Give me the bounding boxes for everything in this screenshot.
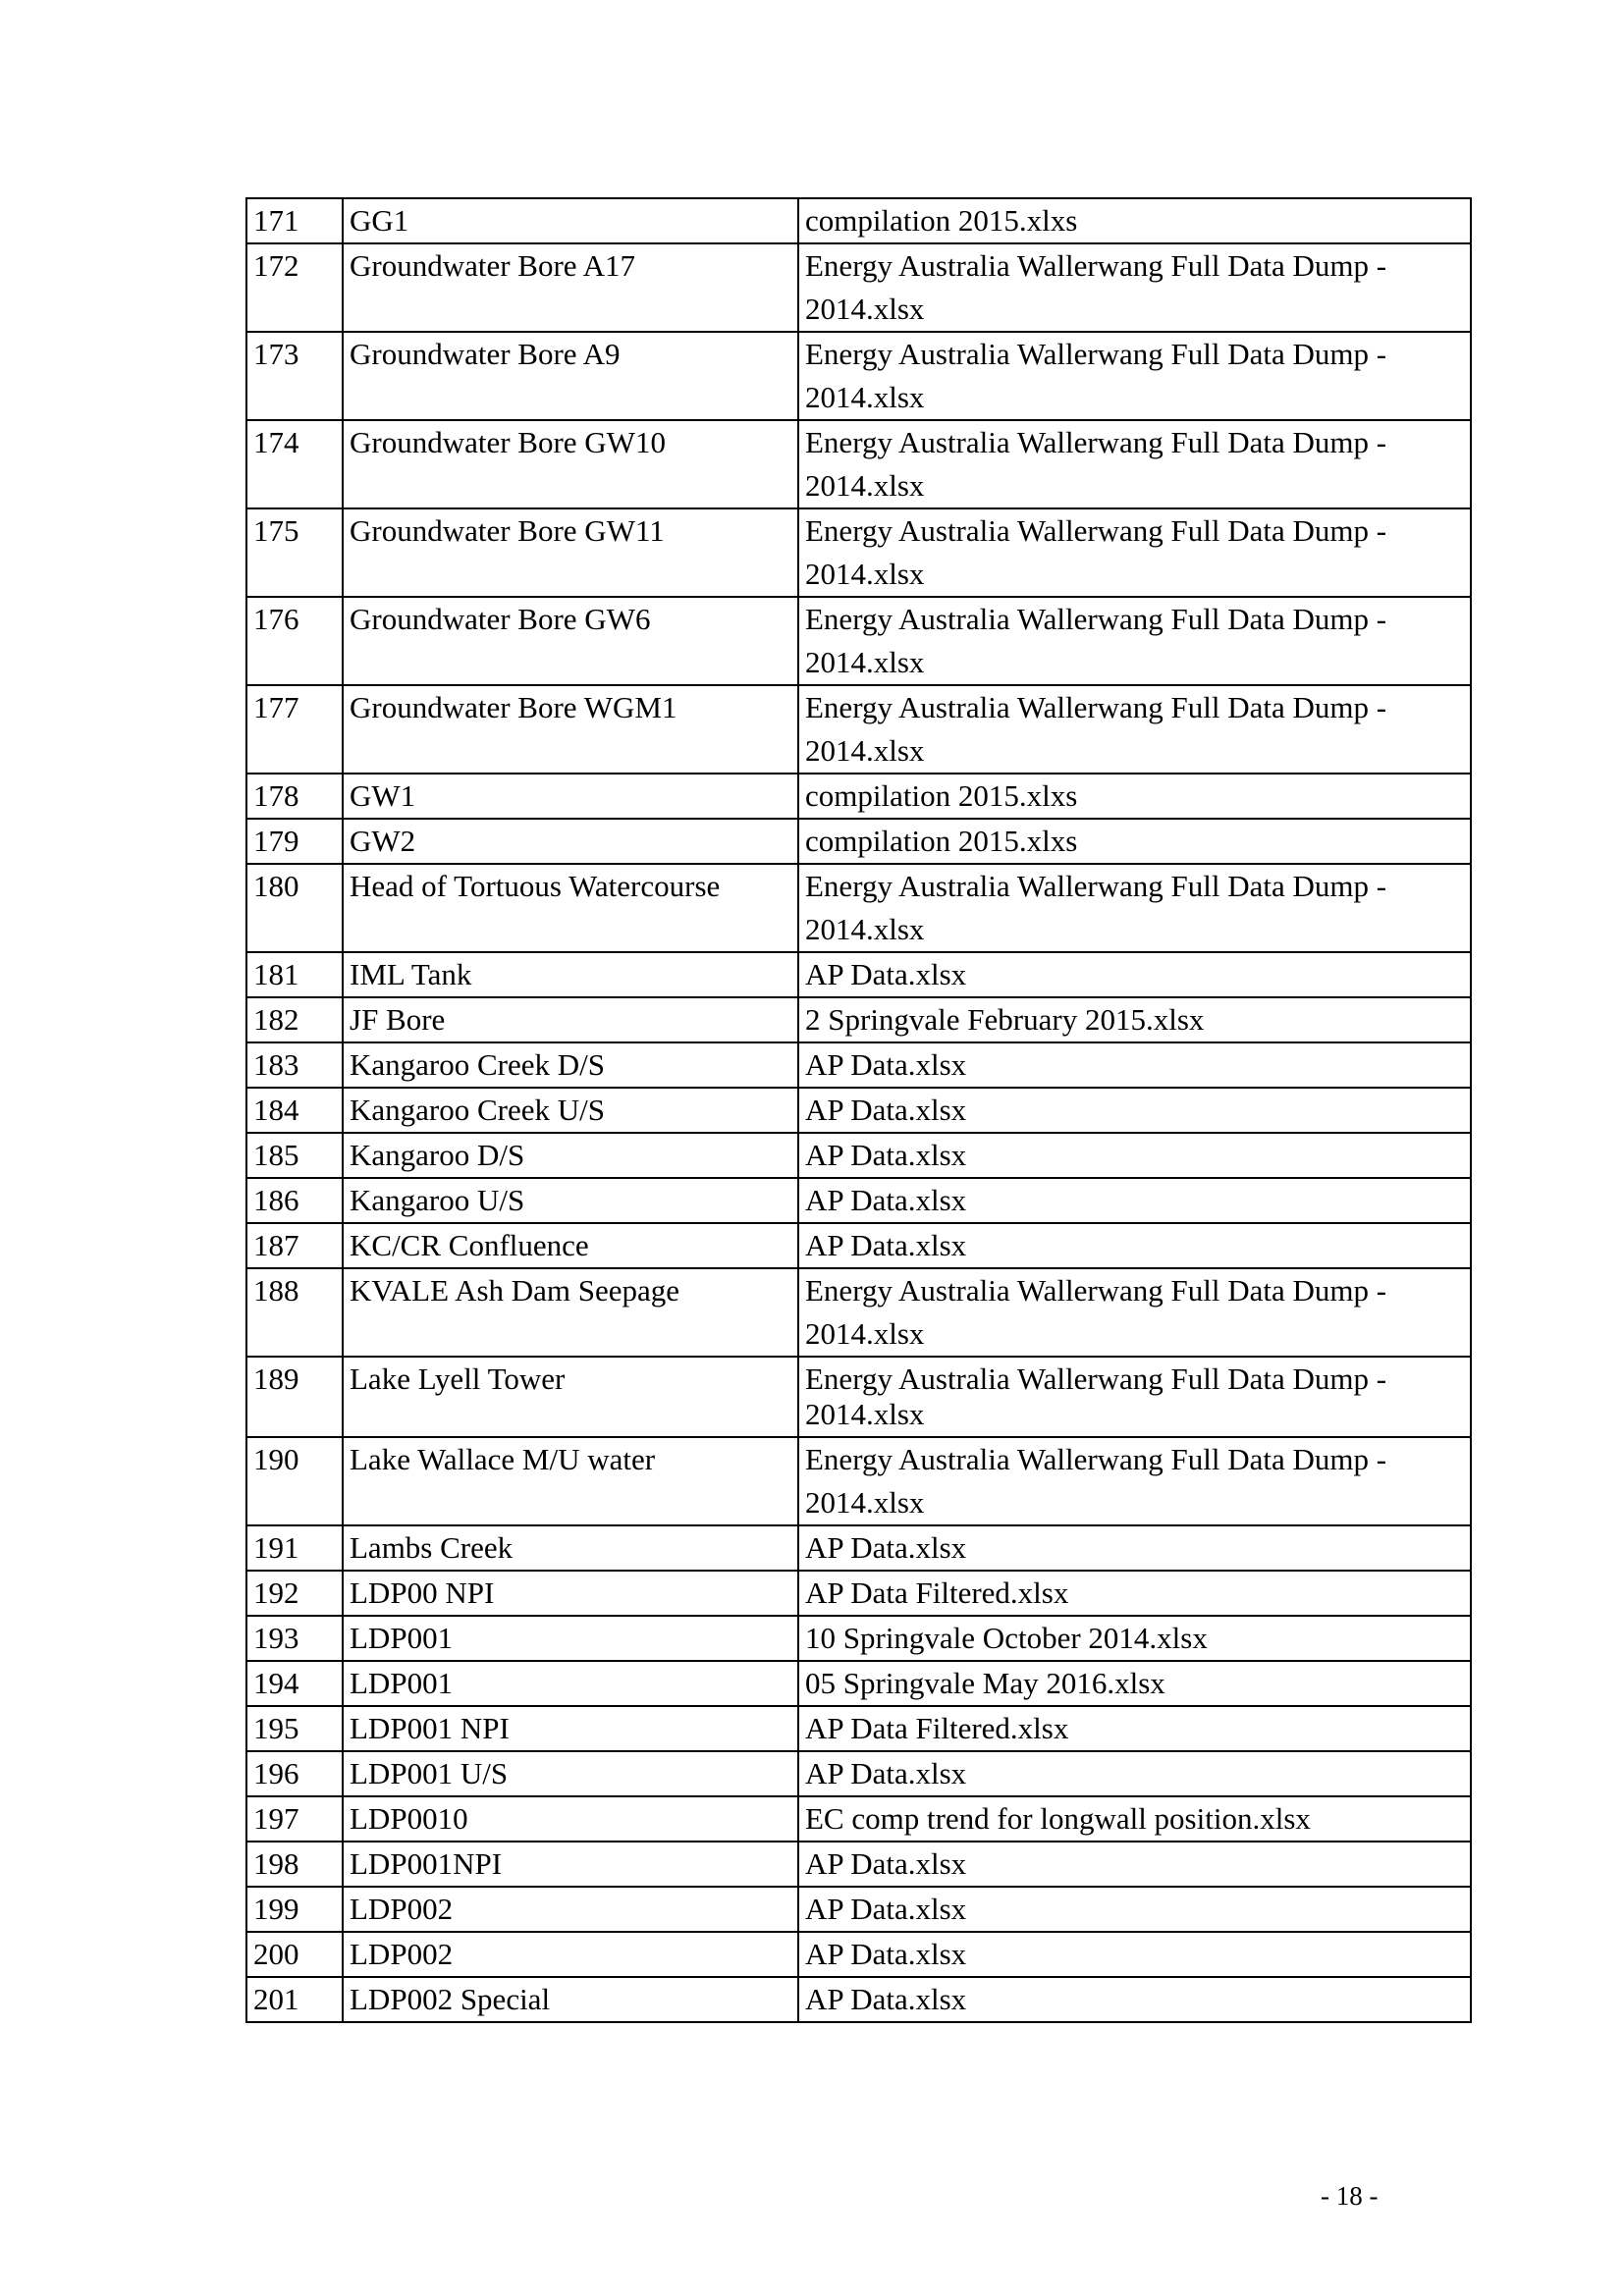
location-cell: LDP001: [343, 1616, 798, 1661]
row-number-cell: 192: [246, 1571, 343, 1616]
location-cell: LDP0010: [343, 1796, 798, 1842]
table-body: [246, 198, 1471, 2022]
table-row: [246, 198, 1471, 243]
location-cell: Groundwater Bore GW10: [343, 420, 798, 508]
source-file-cell: Energy Australia Wallerwang Full Data Dump - 2014.xlsx: [798, 1357, 1471, 1437]
location-cell: Lake Wallace M/U water: [343, 1437, 798, 1525]
source-file-cell: AP Data.xlsx: [798, 1223, 1471, 1268]
location-cell: Kangaroo Creek U/S: [343, 1088, 798, 1133]
source-file-cell: AP Data.xlsx: [798, 1133, 1471, 1178]
row-number-cell: 189: [246, 1357, 343, 1437]
table-row: [246, 1357, 1471, 1437]
location-cell: LDP002 Special: [343, 1977, 798, 2022]
row-number-cell: 178: [246, 774, 343, 819]
location-cell: Kangaroo Creek D/S: [343, 1042, 798, 1088]
table-row: [246, 1706, 1471, 1751]
location-cell: Head of Tortuous Watercourse: [343, 864, 798, 952]
source-file-cell: AP Data.xlsx: [798, 1842, 1471, 1887]
source-file-cell: AP Data Filtered.xlsx: [798, 1706, 1471, 1751]
source-file-cell: compilation 2015.xlxs: [798, 198, 1471, 243]
table-row: [246, 597, 1471, 685]
row-number-cell: 198: [246, 1842, 343, 1887]
location-cell: KC/CR Confluence: [343, 1223, 798, 1268]
location-cell: Lambs Creek: [343, 1525, 798, 1571]
source-file-cell: 2 Springvale February 2015.xlsx: [798, 997, 1471, 1042]
location-cell: GW2: [343, 819, 798, 864]
row-number-cell: 193: [246, 1616, 343, 1661]
source-file-cell: AP Data Filtered.xlsx: [798, 1571, 1471, 1616]
location-cell: LDP001 NPI: [343, 1706, 798, 1751]
table-row: [246, 1796, 1471, 1842]
row-number-cell: 196: [246, 1751, 343, 1796]
row-number-cell: 201: [246, 1977, 343, 2022]
table-row: [246, 1887, 1471, 1932]
row-number-cell: 171: [246, 198, 343, 243]
data-table: [245, 197, 1472, 2023]
table-row: [246, 1268, 1471, 1357]
table-row: [246, 864, 1471, 952]
location-cell: LDP001: [343, 1661, 798, 1706]
row-number-cell: 186: [246, 1178, 343, 1223]
row-number-cell: 180: [246, 864, 343, 952]
table-row: [246, 1042, 1471, 1088]
source-file-cell: AP Data.xlsx: [798, 1751, 1471, 1796]
location-cell: JF Bore: [343, 997, 798, 1042]
source-file-cell: 05 Springvale May 2016.xlsx: [798, 1661, 1471, 1706]
source-file-cell: EC comp trend for longwall position.xlsx: [798, 1796, 1471, 1842]
location-cell: GG1: [343, 198, 798, 243]
row-number-cell: 174: [246, 420, 343, 508]
source-file-cell: Energy Australia Wallerwang Full Data Dump - 2014.xlsx: [798, 1437, 1471, 1525]
page-number: - 18 -: [1321, 2181, 1379, 2211]
table-row: [246, 685, 1471, 774]
location-cell: Kangaroo D/S: [343, 1133, 798, 1178]
table-row: [246, 243, 1471, 332]
table-row: [246, 1437, 1471, 1525]
location-cell: Kangaroo U/S: [343, 1178, 798, 1223]
row-number-cell: 188: [246, 1268, 343, 1357]
location-cell: KVALE Ash Dam Seepage: [343, 1268, 798, 1357]
table-row: [246, 1525, 1471, 1571]
location-cell: LDP001 U/S: [343, 1751, 798, 1796]
source-file-cell: AP Data.xlsx: [798, 1932, 1471, 1977]
table-row: [246, 332, 1471, 420]
table-row: [246, 1751, 1471, 1796]
location-cell: Groundwater Bore GW6: [343, 597, 798, 685]
table-row: [246, 997, 1471, 1042]
source-file-cell: Energy Australia Wallerwang Full Data Dump - 2014.xlsx: [798, 1268, 1471, 1357]
table-row: [246, 774, 1471, 819]
row-number-cell: 173: [246, 332, 343, 420]
row-number-cell: 197: [246, 1796, 343, 1842]
source-file-cell: AP Data.xlsx: [798, 1887, 1471, 1932]
table-row: [246, 1932, 1471, 1977]
row-number-cell: 184: [246, 1088, 343, 1133]
table-row: [246, 1178, 1471, 1223]
table-row: [246, 1616, 1471, 1661]
table-row: [246, 1661, 1471, 1706]
table-row: [246, 1223, 1471, 1268]
table-row: [246, 1133, 1471, 1178]
row-number-cell: 175: [246, 508, 343, 597]
location-cell: LDP001NPI: [343, 1842, 798, 1887]
row-number-cell: 177: [246, 685, 343, 774]
source-file-cell: Energy Australia Wallerwang Full Data Dump - 2014.xlsx: [798, 864, 1471, 952]
row-number-cell: 195: [246, 1706, 343, 1751]
location-cell: IML Tank: [343, 952, 798, 997]
table-row: [246, 1571, 1471, 1616]
location-cell: LDP00 NPI: [343, 1571, 798, 1616]
source-file-cell: Energy Australia Wallerwang Full Data Dump - 2014.xlsx: [798, 332, 1471, 420]
row-number-cell: 199: [246, 1887, 343, 1932]
source-file-cell: AP Data.xlsx: [798, 1088, 1471, 1133]
row-number-cell: 194: [246, 1661, 343, 1706]
table-row: [246, 1088, 1471, 1133]
row-number-cell: 185: [246, 1133, 343, 1178]
location-cell: LDP002: [343, 1887, 798, 1932]
location-cell: Groundwater Bore A17: [343, 243, 798, 332]
source-file-cell: AP Data.xlsx: [798, 1525, 1471, 1571]
source-file-cell: AP Data.xlsx: [798, 1977, 1471, 2022]
table-row: [246, 952, 1471, 997]
location-cell: Lake Lyell Tower: [343, 1357, 798, 1437]
row-number-cell: 182: [246, 997, 343, 1042]
source-file-cell: Energy Australia Wallerwang Full Data Dump - 2014.xlsx: [798, 243, 1471, 332]
source-file-cell: compilation 2015.xlxs: [798, 819, 1471, 864]
row-number-cell: 179: [246, 819, 343, 864]
location-cell: Groundwater Bore A9: [343, 332, 798, 420]
source-file-cell: Energy Australia Wallerwang Full Data Dump - 2014.xlsx: [798, 420, 1471, 508]
location-cell: LDP002: [343, 1932, 798, 1977]
table-row: [246, 819, 1471, 864]
table-row: [246, 420, 1471, 508]
row-number-cell: 172: [246, 243, 343, 332]
row-number-cell: 200: [246, 1932, 343, 1977]
source-file-cell: 10 Springvale October 2014.xlsx: [798, 1616, 1471, 1661]
source-file-cell: Energy Australia Wallerwang Full Data Dump - 2014.xlsx: [798, 597, 1471, 685]
source-file-cell: AP Data.xlsx: [798, 952, 1471, 997]
source-file-cell: compilation 2015.xlxs: [798, 774, 1471, 819]
row-number-cell: 181: [246, 952, 343, 997]
row-number-cell: 187: [246, 1223, 343, 1268]
location-cell: Groundwater Bore GW11: [343, 508, 798, 597]
source-file-cell: Energy Australia Wallerwang Full Data Dump - 2014.xlsx: [798, 508, 1471, 597]
row-number-cell: 190: [246, 1437, 343, 1525]
location-cell: Groundwater Bore WGM1: [343, 685, 798, 774]
source-file-cell: Energy Australia Wallerwang Full Data Dump - 2014.xlsx: [798, 685, 1471, 774]
row-number-cell: 183: [246, 1042, 343, 1088]
row-number-cell: 191: [246, 1525, 343, 1571]
table-row: [246, 508, 1471, 597]
table-row: [246, 1842, 1471, 1887]
row-number-cell: 176: [246, 597, 343, 685]
location-cell: GW1: [343, 774, 798, 819]
table-row: [246, 1977, 1471, 2022]
source-file-cell: AP Data.xlsx: [798, 1178, 1471, 1223]
source-file-cell: AP Data.xlsx: [798, 1042, 1471, 1088]
